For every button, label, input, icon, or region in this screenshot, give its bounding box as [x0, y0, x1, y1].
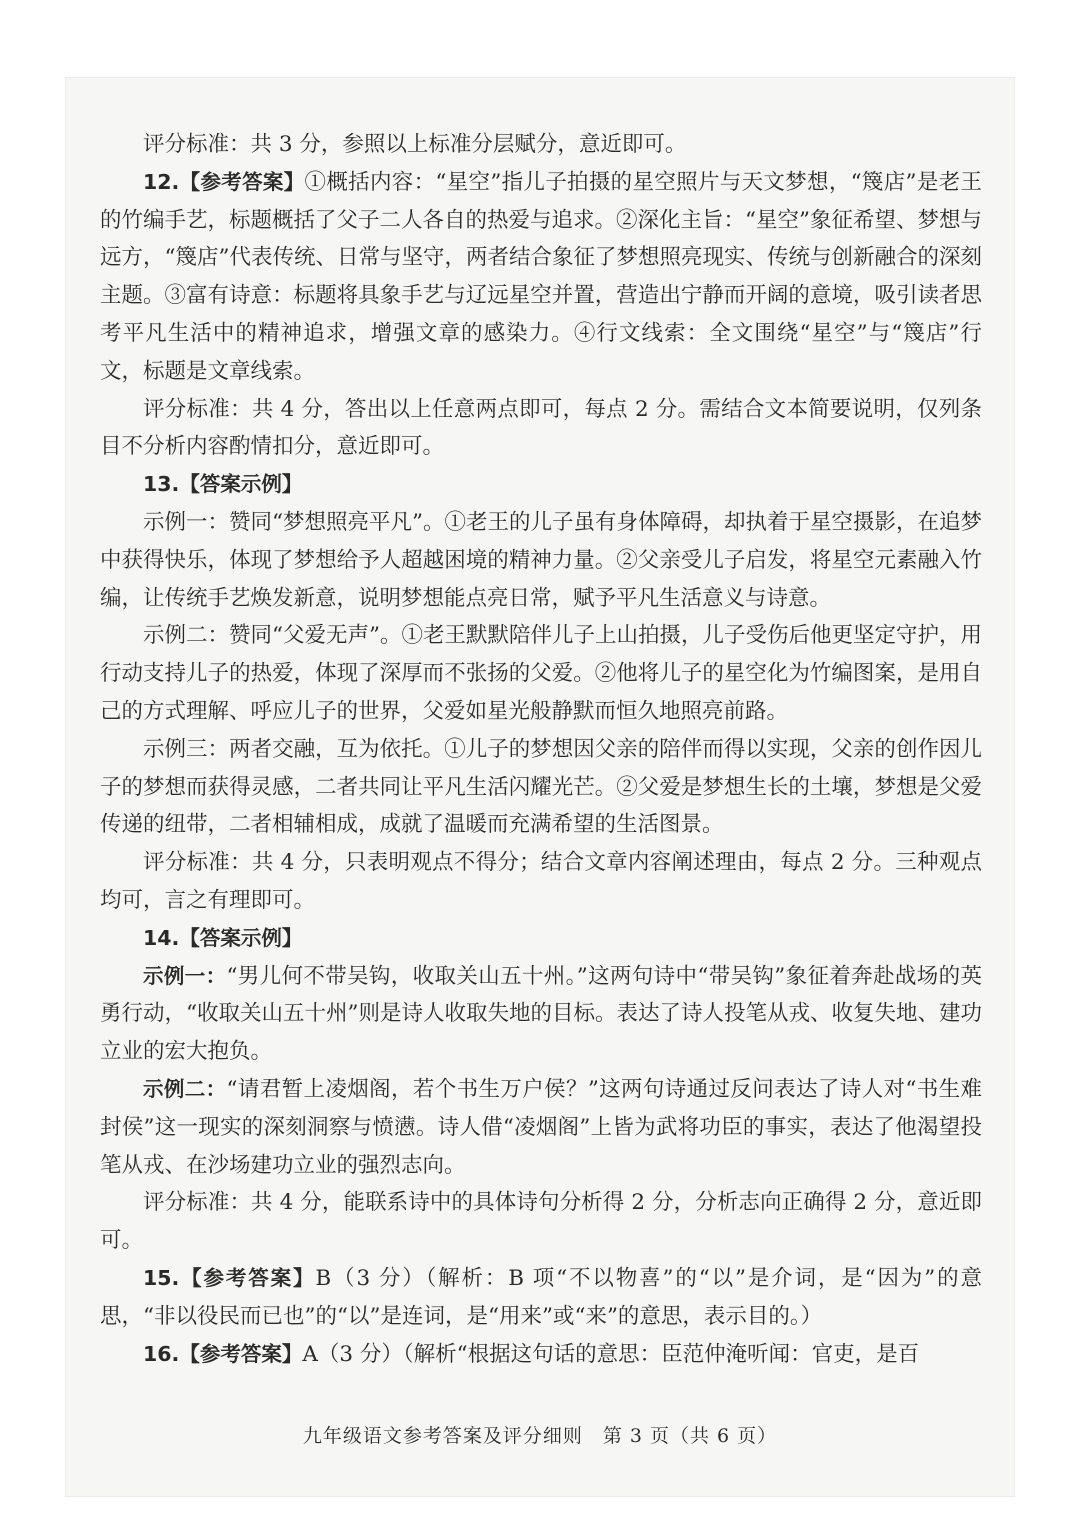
scoring-note-14: 评分标准：共 4 分，能联系诗中的具体诗句分析得 2 分，分析志向正确得 2 分，意近即可。: [100, 1190, 982, 1254]
example-13-3: 示例三：两者交融，互为依托。①儿子的梦想因父亲的陪伴而得以实现，父亲的创作因儿子的梦想而获得灵感，二者共同让平凡生活闪耀光芒。②父爱是梦想生长的土壤，梦想是父爱传递的纽带，二者相辅相成，成就了温暖而充满希望的生活图景。: [100, 736, 982, 838]
answer-16: 16.【参考答案】A（3 分）（解析“根据这句话的意思：臣范仲淹听闻：官吏，是百: [143, 1341, 920, 1367]
scoring-note-12: 评分标准：共 4 分，答出以上任意两点即可，每点 2 分。需结合文本简要说明，仅列条目不分析内容酌情扣分，意近即可。: [100, 396, 982, 460]
question-label: 15.【参考答案】: [143, 1265, 316, 1290]
question-label: 13.【答案示例】: [143, 472, 303, 497]
question-label: 12.【参考答案】: [143, 169, 305, 194]
page-footer: 九年级语文参考答案及评分细则 第 3 页（共 6 页）: [302, 1425, 778, 1447]
answer-key-content: [100, 126, 982, 1373]
scoring-note-13: 评分标准：共 4 分，只表明观点不得分；结合文章内容阐述理由，每点 2 分。三种观点均可，言之有理即可。: [100, 850, 982, 913]
example-14-2: 示例二：“请君暂上凌烟阁，若个书生万户侯？”这两句诗通过反问表达了诗人对“书生难封侯”这一现实的深刻洞察与愤懑。诗人借“凌烟阁”上皆为武将功臣的事实，表达了他渴望投笔从戎、在沙场建功立业的强烈志向。: [100, 1076, 983, 1178]
example-label: 示例一：: [143, 963, 227, 988]
question-label: 14.【答案示例】: [143, 925, 303, 950]
heading-13: [100, 466, 982, 504]
answer-15: 15.【参考答案】B（3 分）（解析：B 项“不以物喜”的“以”是介词，是“因为”的意思，“非以役民而已也”的“以”是连词，是“用来”或“来”的意思，表示目的。）: [100, 1265, 982, 1329]
answer-12: 12.【参考答案】①概括内容：“星空”指儿子拍摄的星空照片与天文梦想，“篾店”是老王的竹编手艺，标题概括了父子二人各自的热爱与追求。②深化主旨：“星空”象征希望、梦想与远方，“篾店”代表传统、日常与坚守，两者结合象征了梦想照亮现实、传统与创新融合的深刻主题。③富有诗意：标题将具象手艺与辽远星空并置，营造出宁静而开阔的意境，吸引读者思考平凡生活中的精神追求，增强文章的感染力。④行文线索：全文围绕“星空”与“篾店”行文，标题是文章线索。: [100, 169, 982, 384]
scoring-note-11: 评分标准：共 3 分，参照以上标准分层赋分，意近即可。: [143, 132, 687, 157]
example-label: 示例二：: [143, 1076, 227, 1101]
example-13-1: 示例一：赞同“梦想照亮平凡”。①老王的儿子虽有身体障碍，却执着于星空摄影，在追梦中获得快乐，体现了梦想给予人超越困境的精神力量。②父亲受儿子启发，将星空元素融入竹编，让传统手艺焕发新意，说明梦想能点亮日常，赋予平凡生活意义与诗意。: [100, 509, 982, 611]
question-label: 16.【参考答案】: [143, 1341, 303, 1366]
heading-14: [100, 920, 982, 958]
example-13-2: 示例二：赞同“父爱无声”。①老王默默陪伴儿子上山拍摄，儿子受伤后他更坚定守护，用行动支持儿子的热爱，体现了深厚而不张扬的父爱。②他将儿子的星空化为竹编图案，是用自己的方式理解、呼应儿子的世界，父爱如星光般静默而恒久地照亮前路。: [100, 623, 982, 724]
example-14-1: 示例一：“男儿何不带吴钩，收取关山五十州。”这两句诗中“带吴钩”象征着奔赴战场的英勇行动，“收取关山五十州”则是诗人收取失地的目标。表达了诗人投笔从戎、收复失地、建功立业的宏大抱负。: [100, 963, 982, 1065]
